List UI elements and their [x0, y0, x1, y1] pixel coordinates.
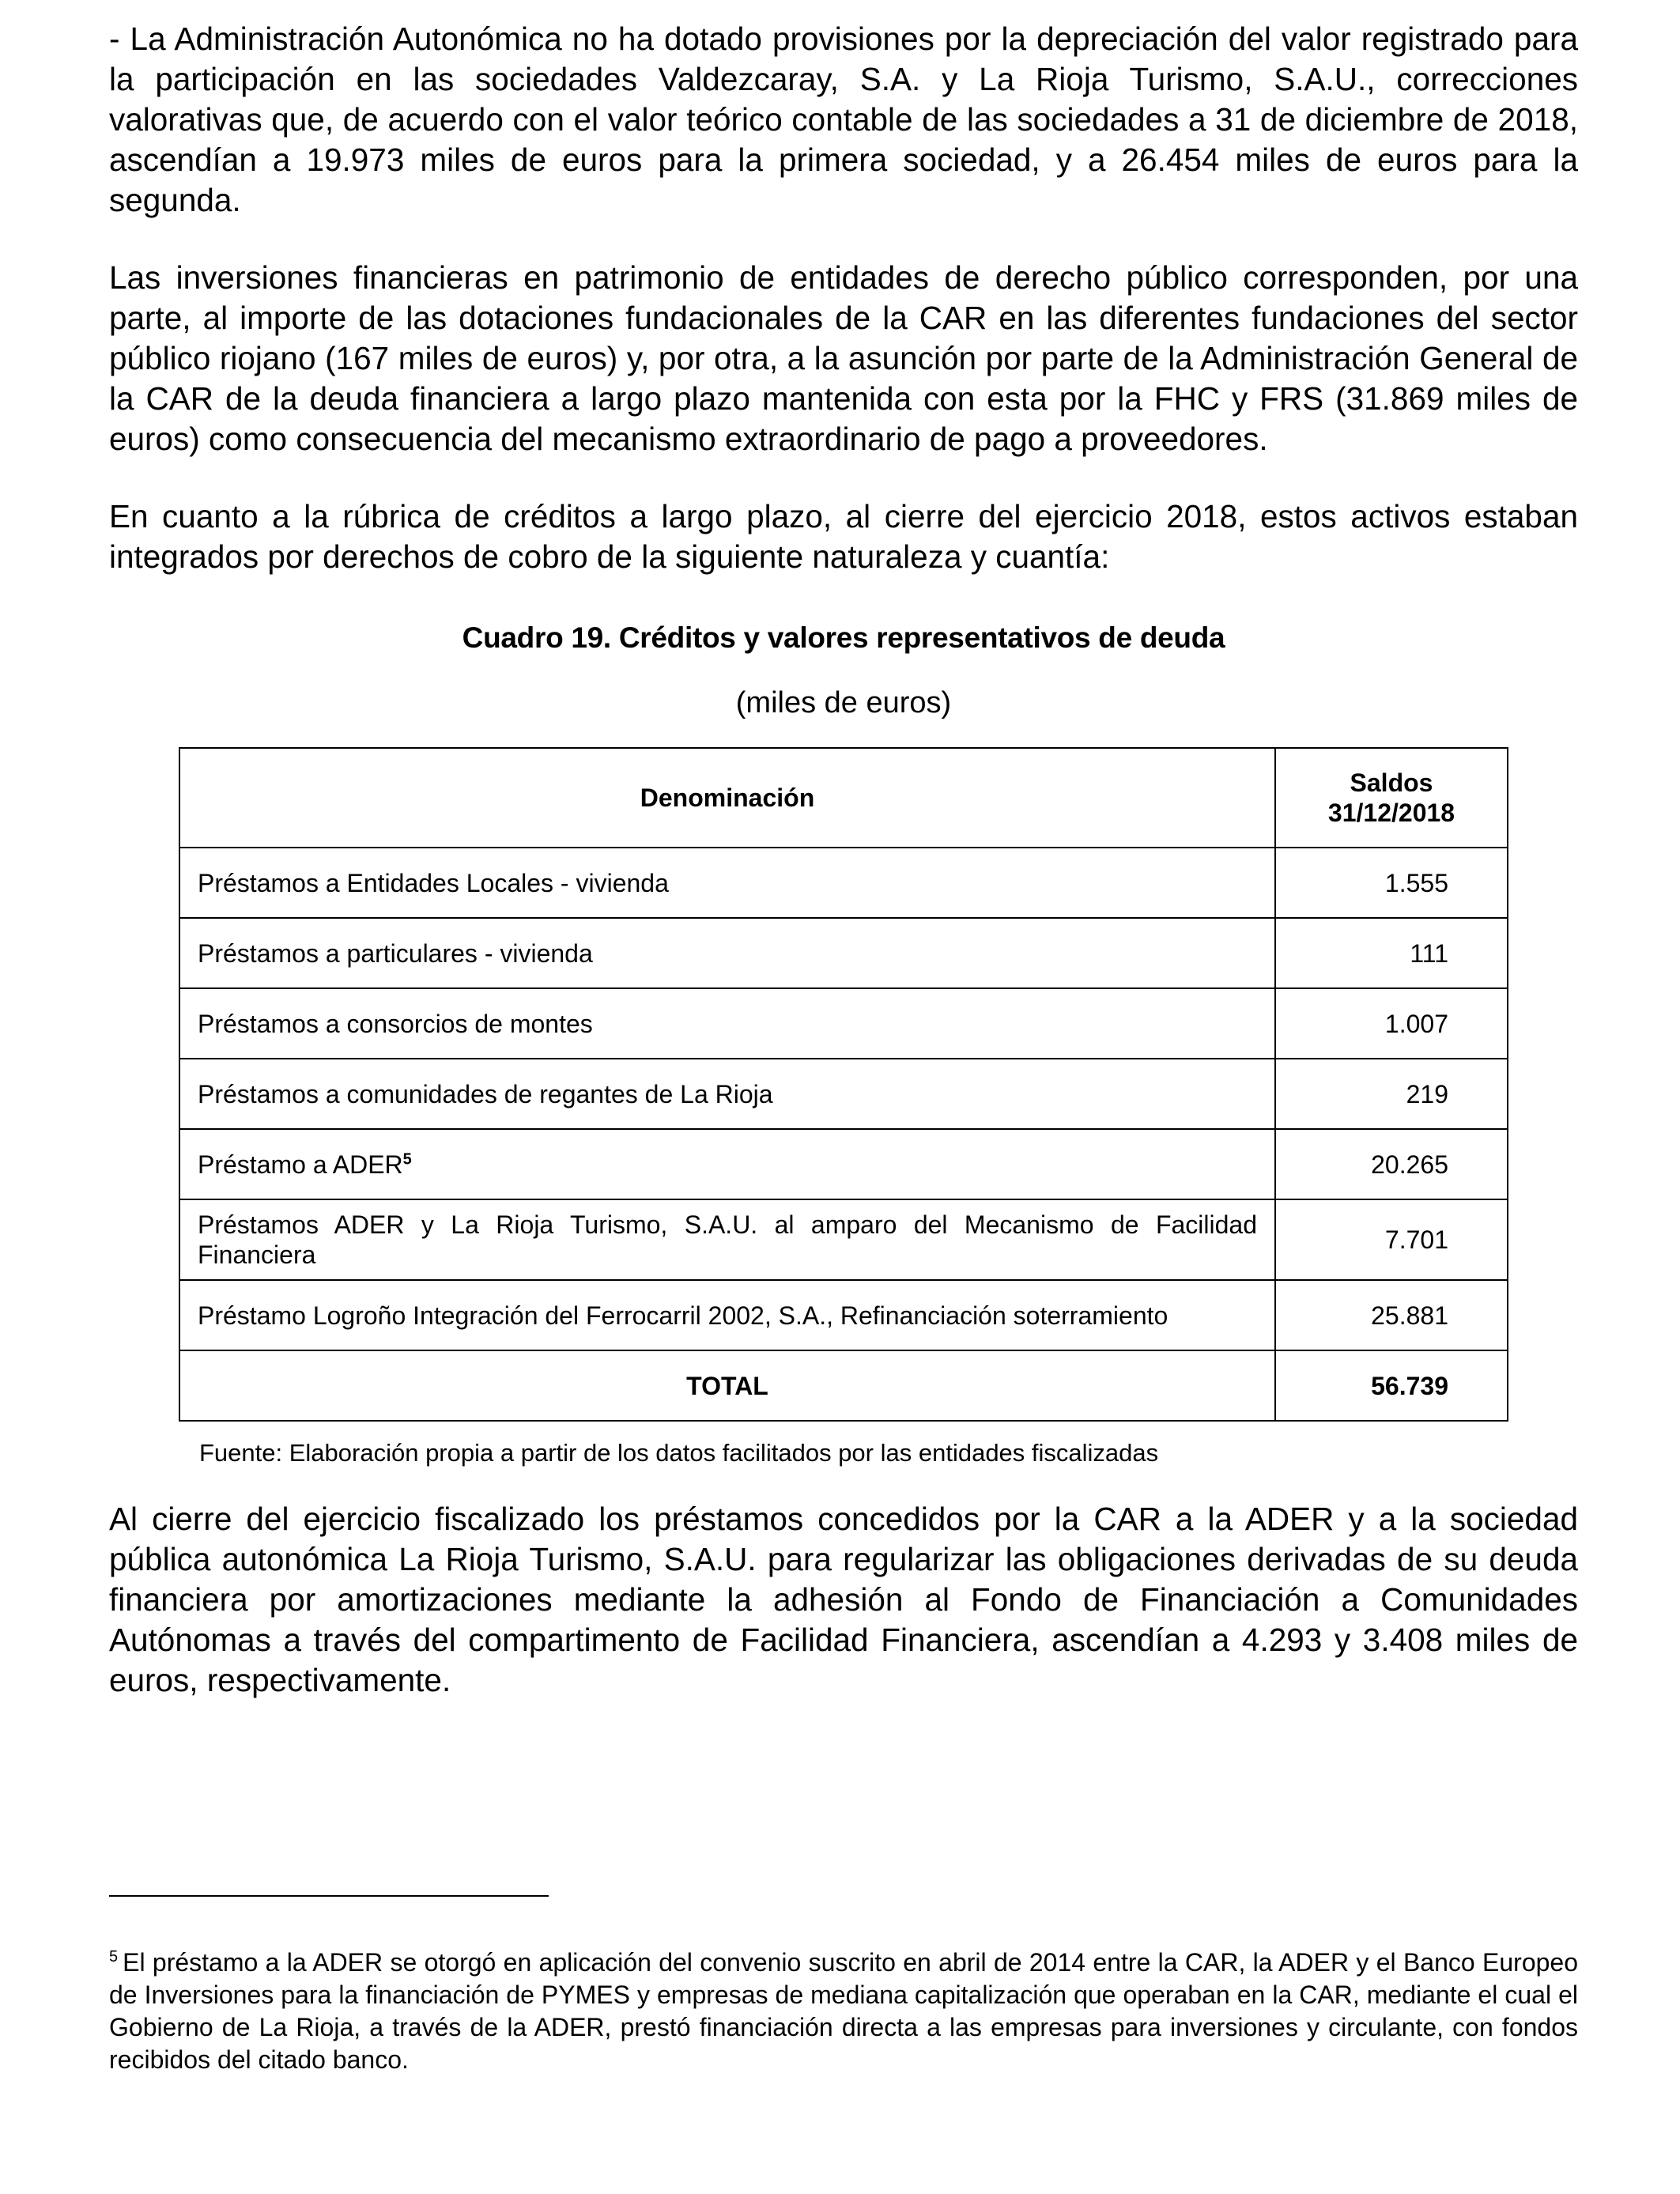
table-row — [179, 1129, 1508, 1199]
document-page — [109, 19, 1578, 1701]
table-row — [179, 848, 1508, 918]
total-value: 56.739 — [1275, 1350, 1508, 1421]
row-value: 20.265 — [1275, 1129, 1508, 1199]
row-name-cell — [179, 1129, 1275, 1199]
paragraph-financial-investments: Las inversiones financieras en patrimonio de entidades de derecho público corresponden, por una parte, al importe de las dotaciones fundacionales de la CAR en las diferentes fundaciones del sector público riojano (167 miles de euros) y, por otra, a la asunción por parte de la Administración General de la CAR de la deuda financiera a largo plazo mantenida con esta por la FHC y FRS (31.869 miles de euros) como consecuencia del mecanismo extraordinario de pago a proveedores. — [109, 259, 1578, 457]
table-subtitle: (miles de euros) — [735, 686, 952, 719]
table-row — [179, 918, 1508, 988]
row-value: 25.881 — [1275, 1280, 1508, 1350]
row-value: 111 — [1275, 918, 1508, 988]
footnote-number: 5 — [109, 1948, 119, 1966]
row-name: Préstamo Logroño Integración del Ferrocarril 2002, S.A., Refinanciación soterramiento — [179, 1280, 1275, 1350]
table-row — [179, 1199, 1508, 1280]
row-value: 219 — [1275, 1059, 1508, 1129]
row-name: Préstamos a consorcios de montes — [179, 988, 1275, 1059]
footnote-separator — [109, 1895, 549, 1897]
row-name: Préstamo a ADER — [198, 1150, 403, 1179]
row-name: Préstamos ADER y La Rioja Turismo, S.A.U. al amparo del Mecanismo de Facilidad Financiera — [179, 1199, 1275, 1280]
table-row — [179, 1059, 1508, 1129]
table-title: Cuadro 19. Créditos y valores representativos de deuda — [462, 621, 1225, 654]
table-header-row — [179, 748, 1508, 848]
paragraph-ader-loans: Al cierre del ejercicio fiscalizado los préstamos concedidos por la CAR a la ADER y a la sociedad pública autonómica La Rioja Turismo, S.A.U. para regularizar las obligaciones derivadas de su deuda financiera por amortizaciones mediante la adhesión al Fondo de Financiación a Comunidades Autónomas a través del compartimento de Facilidad Financiera, ascendían a 4.293 y 3.408 miles de euros, respectivamente. — [109, 1501, 1578, 1698]
total-label: TOTAL — [179, 1350, 1275, 1421]
column-header-saldos-line2: 31/12/2018 — [1327, 799, 1455, 827]
row-name: Préstamos a Entidades Locales - vivienda — [179, 848, 1275, 918]
column-header-saldos-line1: Saldos — [1350, 768, 1433, 797]
table-row — [179, 988, 1508, 1059]
table-total-row — [179, 1350, 1508, 1421]
row-name: Préstamos a particulares - vivienda — [179, 918, 1275, 988]
paragraph-long-term-credits: En cuanto a la rúbrica de créditos a largo plazo, al cierre del ejercicio 2018, estos activos estaban integrados por derechos de cobro de la siguiente naturaleza y cuantía: — [109, 498, 1578, 575]
row-name: Préstamos a comunidades de regantes de La Rioja — [179, 1059, 1275, 1129]
row-value: 1.007 — [1275, 988, 1508, 1059]
table-row — [179, 1280, 1508, 1350]
column-header-saldos — [1275, 748, 1508, 848]
column-header-denominacion: Denominación — [179, 748, 1275, 848]
footnote-text: El préstamo a la ADER se otorgó en aplicación del convenio suscrito en abril de 2014 entre la CAR, la ADER y el Banco Europeo de Inversiones para la financiación de PYMES y empresas de mediana capitalización que operaban en la CAR, mediante el cual el Gobierno de La Rioja, a través de la ADER, prestó financiación directa a las empresas para inversiones y circulante, con fondos recibidos del citado banco. — [109, 1948, 1578, 2074]
footnote — [109, 1947, 1578, 2076]
credits-table — [179, 747, 1508, 1422]
paragraph-provisions: - La Administración Autonómica no ha dotado provisiones por la depreciación del valor registrado para la participación en las sociedades Valdezcaray, S.A. y La Rioja Turismo, S.A.U., correcciones valorativas que, de acuerdo con el valor teórico contable de las sociedades a 31 de diciembre de 2018, ascendían a 19.973 miles de euros para la primera sociedad, y a 26.454 miles de euros para la segunda. — [109, 21, 1578, 218]
table-source: Fuente: Elaboración propia a partir de los datos facilitados por las entidades fiscalizadas — [199, 1439, 1159, 1467]
footnote-reference[interactable]: 5 — [402, 1150, 412, 1168]
row-value: 7.701 — [1275, 1199, 1508, 1280]
row-value: 1.555 — [1275, 848, 1508, 918]
